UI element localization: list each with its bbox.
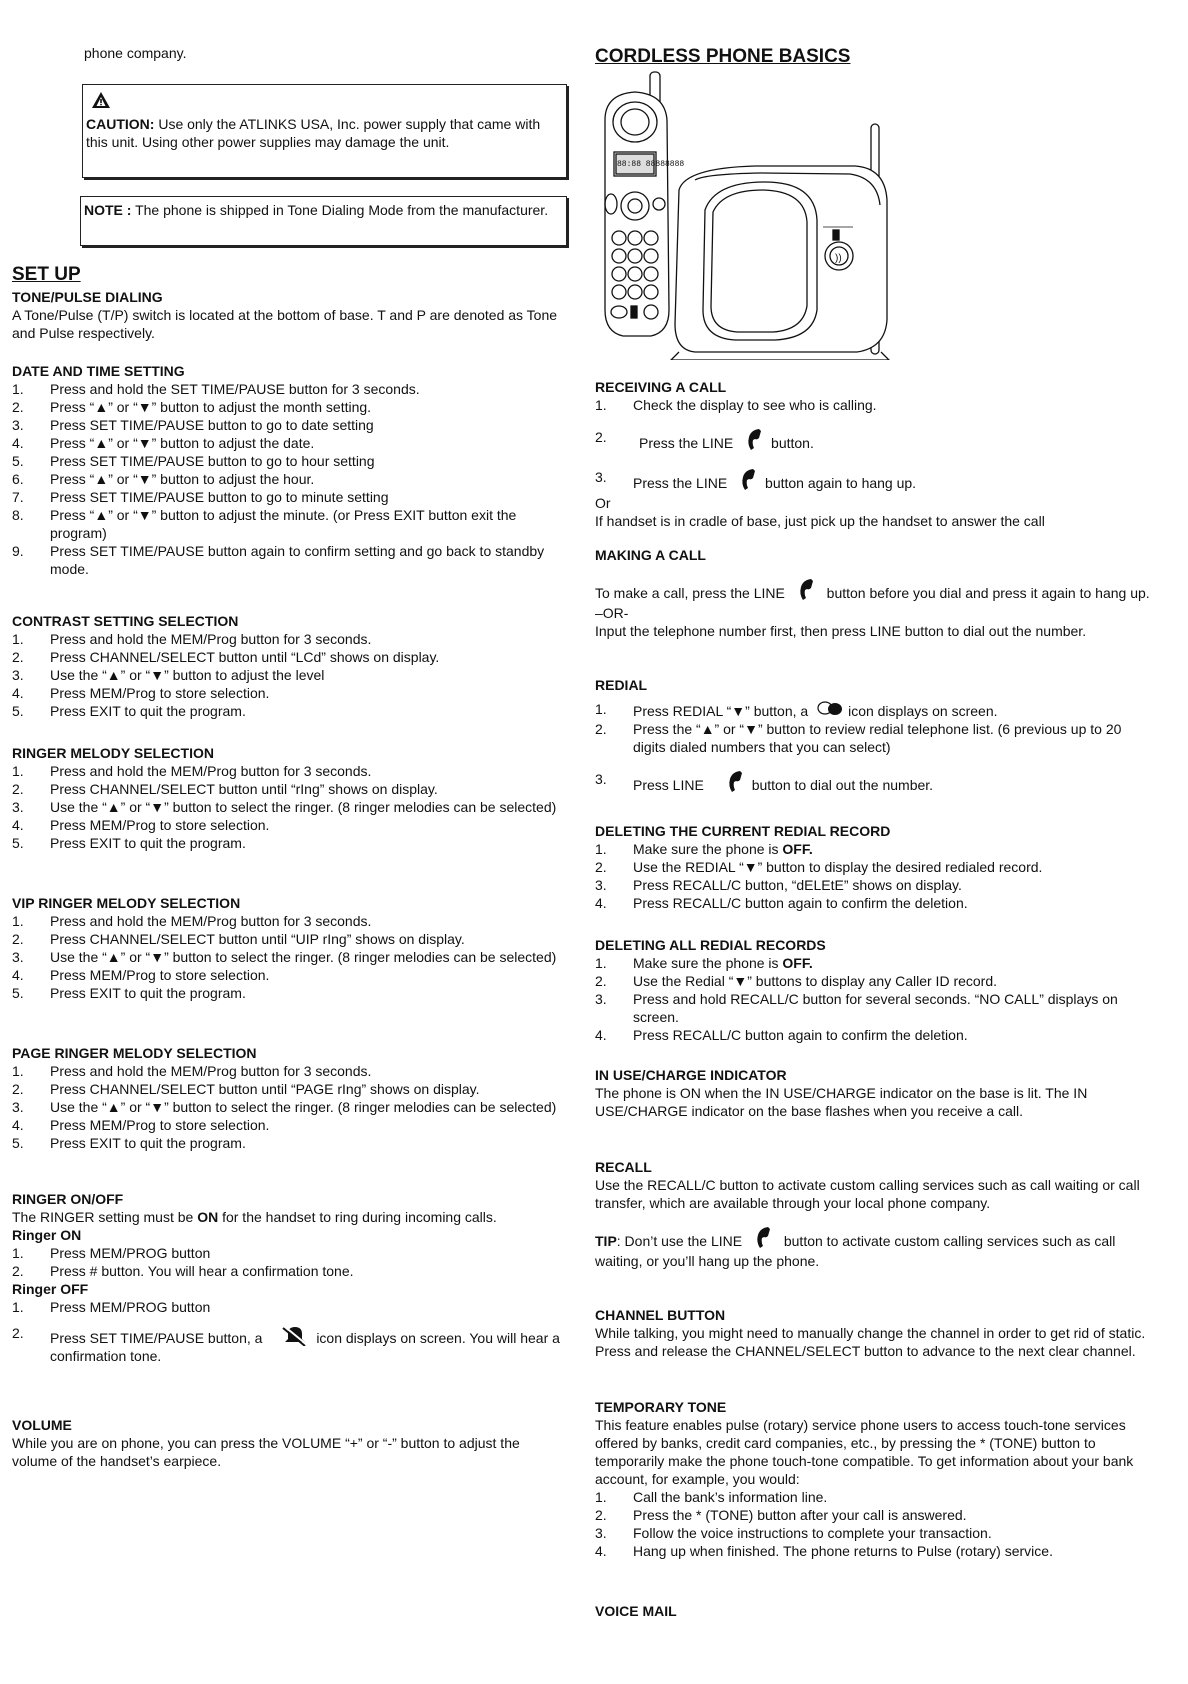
date-time-heading: DATE AND TIME SETTING: [12, 363, 185, 379]
step-text: Press MEM/PROG button: [50, 1245, 211, 1261]
list-item: [12, 380, 568, 398]
step-text: Press SET TIME/PAUSE button to go to date setting: [50, 417, 374, 433]
step-text-b: button again to hang up.: [765, 475, 917, 491]
step-number: 2.: [12, 399, 24, 415]
tip-text: [595, 1226, 1155, 1270]
list-item: [12, 542, 568, 578]
step-text: Press and hold RECALL/C button for several seconds. “NO CALL” displays on screen.: [633, 991, 1118, 1025]
step-number: 8.: [12, 507, 24, 523]
caution-body: Use only the ATLINKS USA, Inc. power supply that came with this unit. Using other power supplies may damage the unit.: [86, 116, 541, 150]
ringer-melody-heading: RINGER MELODY SELECTION: [12, 745, 214, 761]
list-item: [12, 488, 568, 506]
line-handset-icon: [724, 770, 746, 796]
step-number: 3.: [595, 469, 607, 485]
list-item: [12, 1116, 568, 1134]
step-text-b: OFF.: [782, 955, 813, 971]
making-heading: MAKING A CALL: [595, 547, 706, 563]
channel-section: [595, 1306, 1155, 1360]
step-number: 2.: [595, 859, 607, 875]
list-item: [12, 470, 568, 488]
step-number: 1.: [595, 701, 607, 717]
caution-text: [86, 115, 562, 151]
step-text-b: OFF.: [782, 841, 813, 857]
step-number: 2.: [595, 429, 607, 445]
list-item: [12, 1324, 568, 1365]
vip-melody-heading: VIP RINGER MELODY SELECTION: [12, 895, 241, 911]
step-text-b: icon displays on screen.: [848, 703, 998, 719]
recall-heading: RECALL: [595, 1159, 652, 1175]
list-item: [12, 506, 568, 542]
list-item: [595, 1026, 1155, 1044]
step-text: Press RECALL/C button again to confirm the deletion.: [633, 895, 968, 911]
step-number: 7.: [12, 489, 24, 505]
page-melody-section: [12, 1044, 568, 1152]
step-number: 1.: [12, 763, 24, 779]
step-number: 3.: [595, 877, 607, 893]
receiving-or: Or: [595, 495, 611, 511]
note-box: [80, 196, 567, 246]
step-text: Press SET TIME/PAUSE button to go to hour setting: [50, 453, 375, 469]
step-number: 1.: [595, 1489, 607, 1505]
note-body: The phone is shipped in Tone Dialing Mode from the manufacturer.: [135, 202, 549, 218]
step-number: 2.: [12, 931, 24, 947]
step-text: Press MEM/Prog to store selection.: [50, 967, 270, 983]
step-text-a: Make sure the phone is: [633, 841, 779, 857]
step-number: 6.: [12, 471, 24, 487]
tip-label: TIP: [595, 1233, 617, 1249]
step-text: Hang up when finished. The phone returns to Pulse (rotary) service.: [633, 1543, 1053, 1559]
step-text: Press “▲” or “▼” button to adjust the minute. (or Press EXIT button exit the program): [50, 507, 517, 541]
delete-all-section: [595, 936, 1155, 1044]
line-handset-icon: [737, 468, 759, 494]
volume-text: While you are on phone, you can press the VOLUME “+” or “-” button to adjust the volume of the handset’s earpiece.: [12, 1435, 520, 1469]
step-text: Call the bank’s information line.: [633, 1489, 828, 1505]
list-item: [12, 630, 568, 648]
tip-text-a: : Don’t use the LINE: [616, 1233, 743, 1249]
step-text-a: Press the LINE: [633, 475, 728, 491]
list-item: [12, 780, 568, 798]
step-text: Press and hold the MEM/Prog button for 3 seconds.: [50, 913, 372, 929]
list-item: [12, 966, 568, 984]
step-text: Use the “▲” or “▼” button to select the ringer. (8 ringer melodies can be selected): [50, 949, 557, 965]
ringer-off-label: Ringer OFF: [12, 1281, 89, 1297]
list-item: [12, 1298, 568, 1316]
making-section: [595, 546, 1155, 640]
step-text: Press SET TIME/PAUSE button to go to minute setting: [50, 489, 389, 505]
step-number: 4.: [595, 1543, 607, 1559]
step-number: 3.: [595, 1525, 607, 1541]
list-item: [595, 1488, 1155, 1506]
contrast-section: [12, 612, 568, 720]
tone-pulse-heading: TONE/PULSE DIALING: [12, 289, 163, 305]
list-item: [595, 840, 1155, 858]
step-number: 9.: [12, 543, 24, 559]
ringer-off-icon: [282, 1324, 308, 1346]
step-number: 1.: [595, 841, 607, 857]
receiving-heading: RECEIVING A CALL: [595, 379, 727, 395]
temp-tone-text: This feature enables pulse (rotary) service phone users to access touch-tone services offered by banks, credit card companies, etc., by pressing the * (TONE) button to temporarily make the phone touch-tone compatible. To get information about your bank account, for example, you would:: [595, 1417, 1134, 1487]
list-item: [595, 700, 1155, 720]
temp-tone-section: [595, 1398, 1155, 1560]
note-label: NOTE :: [84, 202, 132, 218]
step-text: Press CHANNEL/SELECT button until “PAGE rIng” shows on display.: [50, 1081, 480, 1097]
list-item: [12, 452, 568, 470]
list-item: [595, 1542, 1155, 1560]
step-text-b: button.: [771, 435, 814, 451]
step-text-a: Press REDIAL “▼” button, a: [633, 703, 809, 719]
step-number: 2.: [12, 1081, 24, 1097]
step-text: Press MEM/Prog to store selection.: [50, 685, 270, 701]
date-time-section: [12, 362, 568, 578]
step-text: Press EXIT to quit the program.: [50, 985, 246, 1001]
list-item: [12, 1134, 568, 1152]
step-number: 2.: [12, 1263, 24, 1279]
step-text: Use the “▲” or “▼” button to select the ringer. (8 ringer melodies can be selected): [50, 799, 557, 815]
volume-section: [12, 1416, 568, 1470]
list-item: [12, 1062, 568, 1080]
step-number: 3.: [595, 771, 607, 787]
step-text: Press # button. You will hear a confirmation tone.: [50, 1263, 354, 1279]
step-number: 1.: [12, 1245, 24, 1261]
ringer-onoff-on-word: ON: [197, 1209, 219, 1225]
delete-current-heading: DELETING THE CURRENT REDIAL RECORD: [595, 823, 891, 839]
making-text-c: Input the telephone number first, then press LINE button to dial out the number.: [595, 623, 1087, 639]
list-item: [12, 912, 568, 930]
ringer-onoff-text-b: for the handset to ring during incoming calls.: [222, 1209, 497, 1225]
vip-melody-section: [12, 894, 568, 1002]
step-number: 4.: [595, 895, 607, 911]
ringer-onoff-text: [12, 1208, 568, 1226]
channel-text: While talking, you might need to manually change the channel in order to get rid of static. Press and release the CHANNEL/SELECT button to advance to the next clear channel.: [595, 1325, 1146, 1359]
line-handset-icon: [795, 578, 817, 604]
step-text: Press EXIT to quit the program.: [50, 703, 246, 719]
in-use-heading: IN USE/CHARGE INDICATOR: [595, 1067, 787, 1083]
step-number: 5.: [12, 985, 24, 1001]
list-item: [595, 468, 1155, 494]
step-number: 5.: [12, 453, 24, 469]
receiving-tail: If handset is in cradle of base, just pick up the handset to answer the call: [595, 513, 1045, 529]
step-text: Press MEM/Prog to store selection.: [50, 817, 270, 833]
page-melody-heading: PAGE RINGER MELODY SELECTION: [12, 1045, 257, 1061]
in-use-text: The phone is ON when the IN USE/CHARGE indicator on the base is lit. The IN USE/CHARGE indicator on the base flashes when you receive a call.: [595, 1085, 1088, 1119]
step-number: 1.: [12, 1063, 24, 1079]
list-item: [12, 930, 568, 948]
step-number: 1.: [595, 955, 607, 971]
recall-text: Use the RECALL/C button to activate custom calling services such as call waiting or call transfer, which are available through your local phone company.: [595, 1177, 1140, 1211]
step-number: 2.: [595, 721, 607, 737]
delete-current-section: [595, 822, 1155, 912]
list-item: [12, 1262, 568, 1280]
making-text-a: To make a call, press the LINE: [595, 585, 785, 601]
step-number: 4.: [12, 967, 24, 983]
intro-text: phone company.: [84, 45, 187, 61]
step-number: 5.: [12, 835, 24, 851]
making-text: [595, 578, 1155, 622]
voice-mail-section: [595, 1602, 1155, 1620]
step-text: Press RECALL/C button, “dELEtE” shows on display.: [633, 877, 962, 893]
list-item: [595, 876, 1155, 894]
list-item: [12, 684, 568, 702]
redial-section: [595, 676, 1155, 796]
list-item: [595, 428, 1155, 454]
list-item: [595, 770, 1155, 796]
ringer-on-label: Ringer ON: [12, 1227, 82, 1243]
list-item: [595, 858, 1155, 876]
redial-heading: REDIAL: [595, 677, 648, 693]
list-item: [595, 1506, 1155, 1524]
ringer-onoff-section: [12, 1190, 568, 1365]
step-text: Press the * (TONE) button after your call is answered.: [633, 1507, 967, 1523]
step-text: Press EXIT to quit the program.: [50, 835, 246, 851]
step-text: Press “▲” or “▼” button to adjust the hour.: [50, 471, 315, 487]
step-number: 3.: [12, 667, 24, 683]
caution-label: CAUTION:: [86, 116, 155, 132]
step-number: 3.: [12, 799, 24, 815]
step-text: Press MEM/PROG button: [50, 1299, 211, 1315]
step-number: 2.: [12, 1325, 24, 1341]
delete-all-heading: DELETING ALL REDIAL RECORDS: [595, 937, 826, 953]
cordless-phone-illustration: [595, 70, 895, 360]
temp-tone-heading: TEMPORARY TONE: [595, 1399, 727, 1415]
list-item: [12, 434, 568, 452]
step-number: 4.: [12, 685, 24, 701]
warning-icon: [91, 91, 111, 109]
step-number: 5.: [12, 1135, 24, 1151]
step-text: Press SET TIME/PAUSE button again to confirm setting and go back to standby mode.: [50, 543, 545, 577]
step-text-a: Make sure the phone is: [633, 955, 779, 971]
step-text: Use the “▲” or “▼” button to adjust the level: [50, 667, 325, 683]
step-number: 1.: [595, 397, 607, 413]
list-item: [12, 798, 568, 816]
step-text: Use the REDIAL “▼” button to display the desired redialed record.: [633, 859, 1043, 875]
step-number: 2.: [12, 781, 24, 797]
list-item: [12, 648, 568, 666]
step-number: 1.: [12, 381, 24, 397]
ringer-melody-section: [12, 744, 568, 852]
channel-heading: CHANNEL BUTTON: [595, 1307, 726, 1323]
step-number: 3.: [595, 991, 607, 1007]
step-text: Use the “▲” or “▼” button to select the ringer. (8 ringer melodies can be selected): [50, 1099, 557, 1115]
step-text: Press CHANNEL/SELECT button until “LCd” shows on display.: [50, 649, 440, 665]
tip-text-b: button to activate custom calling services such as call waiting, or you’ll hang up the phone.: [595, 1233, 1116, 1269]
line-handset-icon: [752, 1226, 774, 1252]
step-text: Press EXIT to quit the program.: [50, 1135, 246, 1151]
list-item: [595, 1524, 1155, 1542]
list-item: [12, 762, 568, 780]
contrast-heading: CONTRAST SETTING SELECTION: [12, 613, 239, 629]
step-text-b: icon displays on screen. You will hear a confirmation tone.: [50, 1330, 560, 1364]
step-number: 4.: [12, 1117, 24, 1133]
list-item: [595, 396, 1155, 414]
step-number: 3.: [12, 417, 24, 433]
list-item: [12, 416, 568, 434]
step-number: 2.: [595, 973, 607, 989]
step-number: 4.: [12, 435, 24, 451]
redial-icon: [816, 700, 844, 718]
list-item: [12, 1080, 568, 1098]
step-text: Press CHANNEL/SELECT button until “UIP rIng” shows on display.: [50, 931, 465, 947]
step-text: Press MEM/Prog to store selection.: [50, 1117, 270, 1133]
ringer-onoff-heading: RINGER ON/OFF: [12, 1191, 124, 1207]
list-item: [12, 1244, 568, 1262]
step-text: Follow the voice instructions to complete your transaction.: [633, 1525, 992, 1541]
step-text: Use the Redial “▼” buttons to display any Caller ID record.: [633, 973, 998, 989]
step-text-a: Press SET TIME/PAUSE button, a: [50, 1330, 263, 1346]
step-number: 5.: [12, 703, 24, 719]
step-number: 1.: [12, 1299, 24, 1315]
list-item: [12, 1098, 568, 1116]
step-number: 3.: [12, 949, 24, 965]
receiving-section: [595, 378, 1155, 530]
line-handset-icon: [743, 428, 765, 454]
list-item: [12, 948, 568, 966]
list-item: [12, 702, 568, 720]
step-text: Press and hold the MEM/Prog button for 3 seconds.: [50, 631, 372, 647]
step-number: 1.: [12, 913, 24, 929]
list-item: [595, 894, 1155, 912]
list-item: [12, 398, 568, 416]
basics-title: CORDLESS PHONE BASICS: [595, 46, 851, 67]
list-item: [12, 984, 568, 1002]
list-item: [12, 834, 568, 852]
step-text-a: Press LINE: [633, 777, 704, 793]
recall-section: [595, 1158, 1155, 1270]
step-number: 1.: [12, 631, 24, 647]
lcd-text: 88:88 88888888: [617, 160, 685, 169]
step-number: 2.: [595, 1507, 607, 1523]
list-item: [12, 816, 568, 834]
step-text: Press RECALL/C button again to confirm the deletion.: [633, 1027, 968, 1043]
tone-pulse-text: A Tone/Pulse (T/P) switch is located at the bottom of base. T and P are denoted as Tone and Pulse respectively.: [12, 307, 558, 341]
step-text: Press and hold the MEM/Prog button for 3 seconds.: [50, 1063, 372, 1079]
step-text-a: Press the LINE: [639, 435, 734, 451]
step-number: 4.: [595, 1027, 607, 1043]
step-text: Press the “▲” or “▼” button to review redial telephone list. (6 previous up to 20 digits dialed numbers that you can select): [633, 721, 1122, 755]
step-text: Press “▲” or “▼” button to adjust the date.: [50, 435, 315, 451]
list-item: [595, 990, 1155, 1026]
list-item: [12, 666, 568, 684]
setup-title: SET UP: [12, 264, 81, 285]
step-text: Press and hold the MEM/Prog button for 3 seconds.: [50, 763, 372, 779]
step-text: Press CHANNEL/SELECT button until “rIng” shows on display.: [50, 781, 438, 797]
tone-pulse-section: [12, 288, 568, 342]
list-item: [595, 972, 1155, 990]
svg-text:)): )): [835, 253, 842, 264]
volume-heading: VOLUME: [12, 1417, 72, 1433]
step-text: Check the display to see who is calling.: [633, 397, 877, 413]
step-text-b: button to dial out the number.: [751, 777, 934, 793]
ringer-onoff-text-a: The RINGER setting must be: [12, 1209, 194, 1225]
in-use-section: [595, 1066, 1155, 1120]
step-number: 2.: [12, 649, 24, 665]
step-text: Press “▲” or “▼” button to adjust the month setting.: [50, 399, 372, 415]
list-item: [595, 720, 1155, 756]
step-number: 4.: [12, 817, 24, 833]
step-text: Press and hold the SET TIME/PAUSE button for 3 seconds.: [50, 381, 420, 397]
list-item: [595, 954, 1155, 972]
caution-box: [82, 84, 567, 178]
voice-mail-heading: VOICE MAIL: [595, 1603, 677, 1619]
making-text-b: button before you dial and press it again to hang up. –OR-: [595, 585, 1150, 621]
step-number: 3.: [12, 1099, 24, 1115]
